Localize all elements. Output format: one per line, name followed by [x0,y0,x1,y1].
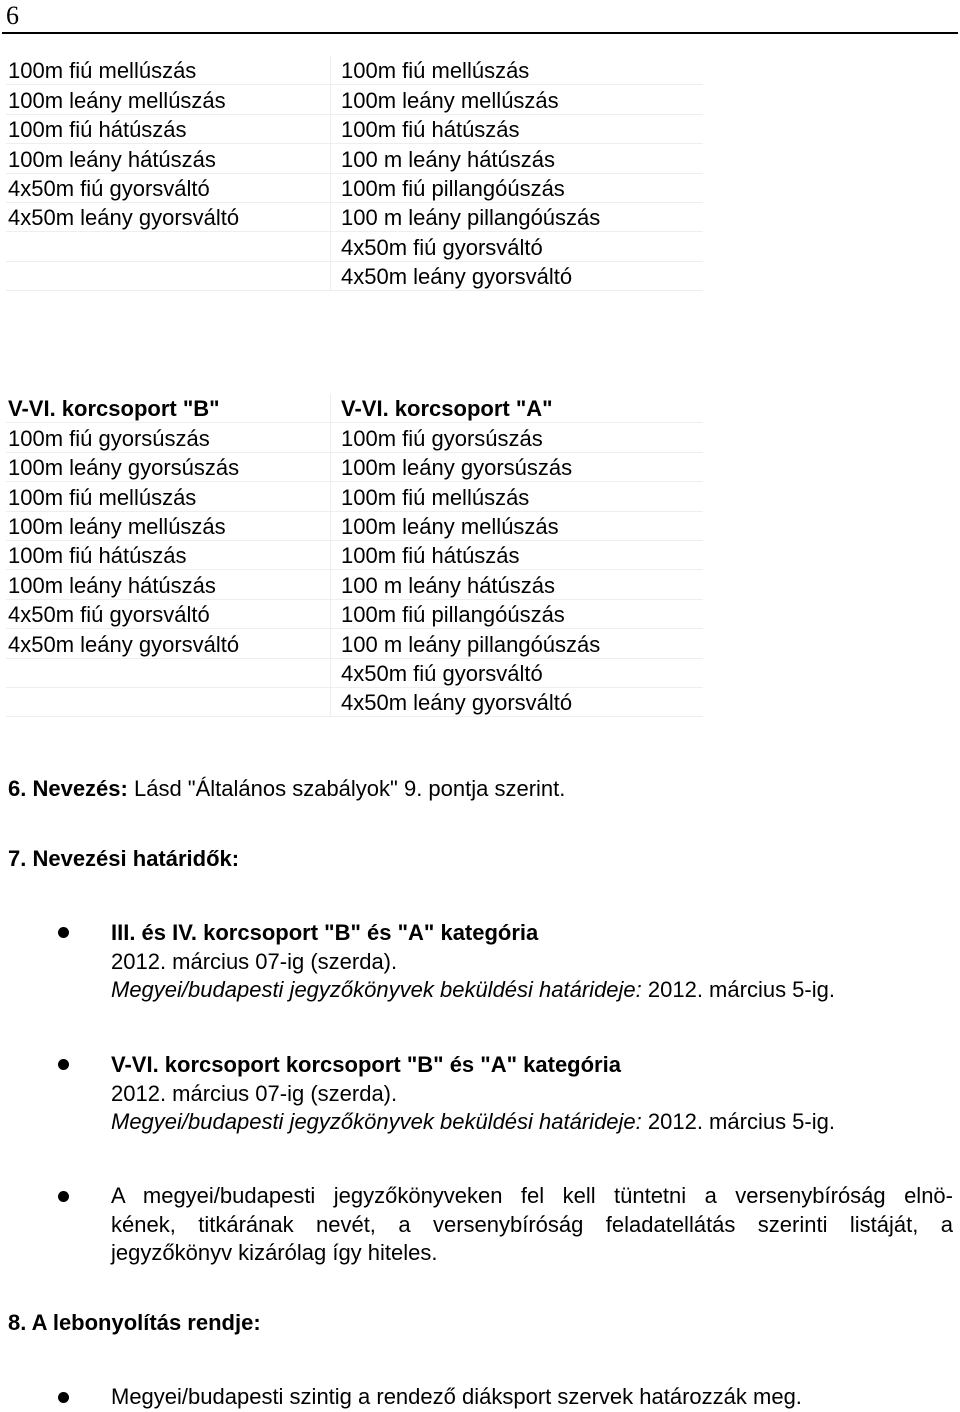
lebonyolitas-item [58,1383,958,1412]
table-row [6,540,703,569]
event-cell-right: 4x50m leány gyorsváltó [331,261,704,290]
event-cell-right: 100m leány mellúszás [331,85,704,114]
event-cell-right: 100m fiú pillangóúszás [331,173,704,202]
event-cell-left [6,232,331,261]
table-row [6,56,703,85]
deadline-title: III. és IV. korcsoport "B" és "A" kategória [111,920,539,945]
page-number: 6 [6,1,19,30]
event-cell-right: 100m fiú hátúszás [331,114,704,143]
deadline-item-v-vi [58,1051,958,1137]
event-cell-right: 100m leány mellúszás [331,511,704,540]
paragraph-line: kének, titkárának nevét, a versenybíróság feladatellátás szerinti listáját, a [111,1211,953,1237]
event-cell-left [6,658,331,687]
event-cell-left: 100m leány mellúszás [6,511,331,540]
deadline-date: 2012. március 07-ig (szerda). [111,948,398,974]
event-cell-left: 4x50m leány gyorsváltó [6,202,331,231]
paragraph-line: A megyei/budapesti jegyzőkönyveken fel kell tüntetni a versenybíróság elnö- [111,1183,953,1208]
event-cell-right: 100m fiú mellúszás [331,56,704,85]
table-row [6,658,703,687]
table-row [6,511,703,540]
section-8-heading: 8. A lebonyolítás rendje: [8,1310,261,1335]
event-cell-right: 100 m leány hátúszás [331,144,704,173]
event-cell-left: 100m leány mellúszás [6,85,331,114]
event-cell-right: 4x50m fiú gyorsváltó [331,658,704,687]
event-cell-right: 100m fiú mellúszás [331,482,704,511]
section-7-heading: 7. Nevezési határidők: [8,846,240,871]
section-6-label: 6. Nevezés: [8,776,128,801]
event-cell-right: 100 m leány pillangóúszás [331,202,704,231]
table-row [6,599,703,628]
table-row [6,482,703,511]
event-cell-right: 100m fiú hátúszás [331,540,704,569]
table-row [6,629,703,658]
deadline-note-date: 2012. március 5-ig. [641,977,835,1003]
jegyzokonyv-note [58,1182,958,1268]
event-cell-left: 100m fiú hátúszás [6,540,331,569]
event-cell-right: 100m fiú gyorsúszás [331,423,704,452]
event-cell-left: 100m leány gyorsúszás [6,452,331,481]
event-cell-right: 100m leány gyorsúszás [331,452,704,481]
event-cell-right: 100 m leány hátúszás [331,570,704,599]
table-row [6,85,703,114]
table-row [6,261,703,290]
deadline-date: 2012. március 07-ig (szerda). [111,1080,398,1106]
events-table-1 [6,56,703,291]
event-cell-left: 4x50m leány gyorsváltó [6,629,331,658]
deadline-note-label: Megyei/budapesti jegyzőkönyvek beküldési határideje: [111,1109,642,1135]
table-row [6,114,703,143]
table-row [6,570,703,599]
event-cell-left: 100m fiú mellúszás [6,482,331,511]
header-rule [2,32,958,34]
category-heading-a: V-VI. korcsoport "A" [331,394,704,423]
deadline-note-date: 2012. március 5-ig. [641,1109,835,1135]
table-row [6,687,703,716]
event-cell-left: 100m leány hátúszás [6,144,331,173]
event-cell-right: 100m fiú pillangóúszás [331,599,704,628]
event-cell-left: 4x50m fiú gyorsváltó [6,173,331,202]
events-table-2 [6,394,703,717]
table-row [6,232,703,261]
table-row [6,202,703,231]
table-row [6,452,703,481]
event-cell-right: 4x50m fiú gyorsváltó [331,232,704,261]
event-cell-right: 100 m leány pillangóúszás [331,629,704,658]
paragraph-line: jegyzőkönyv kizárólag így hiteles. [111,1240,438,1266]
category-heading-b: V-VI. korcsoport "B" [6,394,331,423]
event-cell-right: 4x50m leány gyorsváltó [331,687,704,716]
event-cell-left: 100m fiú hátúszás [6,114,331,143]
deadline-note-label: Megyei/budapesti jegyzőkönyvek beküldési határideje: [111,977,642,1003]
table-row [6,173,703,202]
event-cell-left: 100m fiú mellúszás [6,56,331,85]
event-cell-left: 100m fiú gyorsúszás [6,423,331,452]
table-row [6,144,703,173]
lebonyolitas-text: Megyei/budapesti szintig a rendező diáksport szervek határozzák meg. [111,1384,802,1409]
section-6-text: Lásd "Általános szabályok" 9. pontja szerint. [127,776,566,801]
deadline-item-iii-iv [58,919,958,1005]
event-cell-left: 4x50m fiú gyorsváltó [6,599,331,628]
event-cell-left [6,687,331,716]
deadline-title: V-VI. korcsoport korcsoport "B" és "A" kategória [111,1052,621,1077]
event-cell-left: 100m leány hátúszás [6,570,331,599]
table-row [6,394,703,423]
event-cell-left [6,261,331,290]
section-6 [8,775,565,803]
table-row [6,423,703,452]
